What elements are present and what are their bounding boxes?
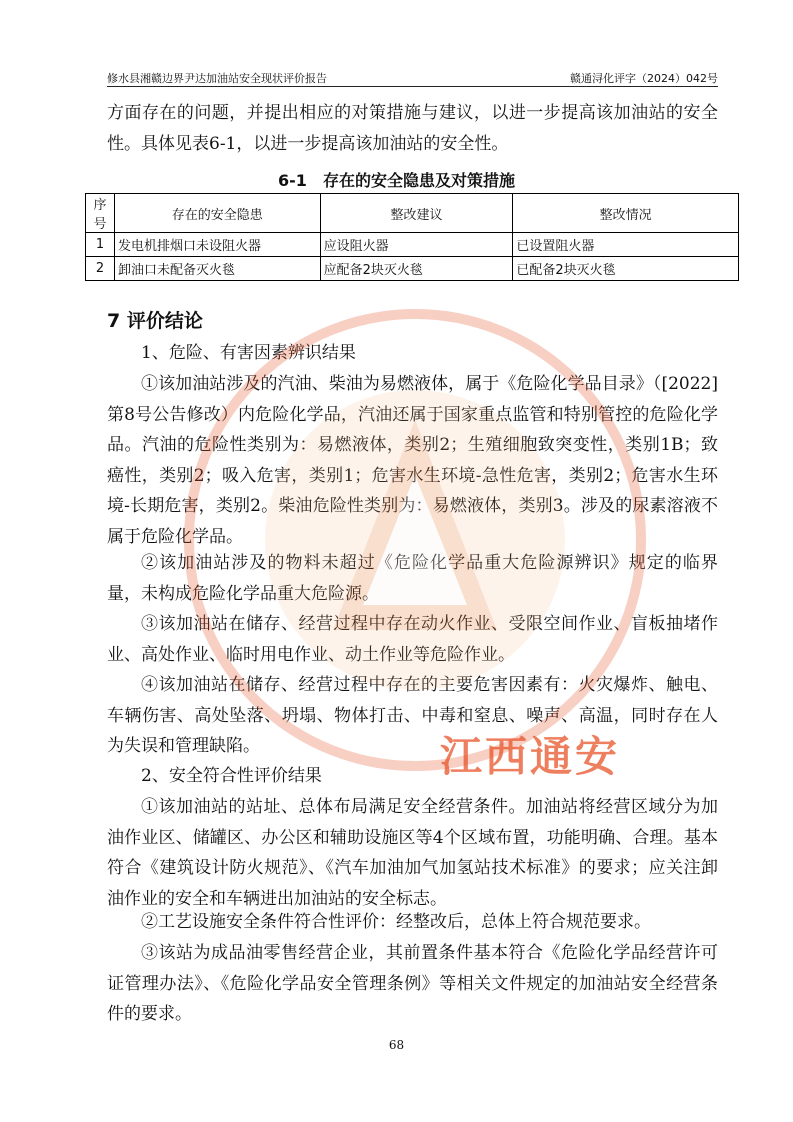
paragraph-hazard-3: ③该加油站在储存、经营过程中存在动火作业、受限空间作业、盲板抽堵作业、高处作业、临时用电作业、动土作业等危险作业。 [107, 614, 718, 665]
table-header-row [86, 194, 739, 233]
col-header-number: 序号 [86, 194, 115, 233]
cell-suggestion: 应配备2块灭火毯 [320, 257, 513, 281]
intro-paragraph: 方面存在的问题，并提出相应的对策措施与建议，以进一步提高该加油站的安全性。具体见表6-1，以进一步提高该加油站的安全性。 [107, 103, 718, 154]
paragraph-compliance-1: ①该加油站的站址、总体布局满足安全经营条件。加油站将经营区域分为加油作业区、储罐区、办公区和辅助设施区等4个区域布置，功能明确、合理。基本符合《建筑设计防火规范》、《汽车加油加气加氢站技术标准》的要求；应关注卸油作业的安全和车辆进出加油站的安全标志。 [107, 797, 718, 909]
cell-hazard: 卸油口未配备灭火毯 [114, 257, 320, 281]
table-row [86, 257, 739, 281]
cell-number: 2 [86, 257, 115, 281]
cell-hazard: 发电机排烟口未设阻火器 [114, 233, 320, 257]
col-header-suggestion: 整改建议 [320, 194, 513, 233]
paragraph-hazard-2: ②该加油站涉及的物料未超过《危险化学品重大危险源辨识》规定的临界量，未构成危险化学品重大危险源。 [107, 553, 718, 604]
cell-status: 已配备2块灭火毯 [513, 257, 739, 281]
header-report-number: 赣通浔化评字（2024）042号 [570, 72, 718, 85]
hazard-table [85, 193, 739, 281]
page-header [107, 68, 718, 87]
table-caption: 6-1 存在的安全隐患及对策措施 [278, 171, 515, 190]
paragraph-compliance-2: ②工艺设施安全条件符合性评价：经整改后，总体上符合规范要求。 [141, 912, 651, 932]
watermark-text: 江西通安 [440, 732, 621, 781]
paragraph-hazard-4: ④该加油站在储存、经营过程中存在的主要危害因素有：火灾爆炸、触电、车辆伤害、高处坠落、坍塌、物体打击、中毒和窒息、噪声、高温，同时存在人为失误和管理缺陷。 [107, 675, 718, 756]
subheading-compliance: 2、安全符合性评价结果 [141, 766, 322, 786]
table-row [86, 233, 739, 257]
paragraph-hazard-1: ①该加油站涉及的汽油、柴油为易燃液体，属于《危险化学品目录》（[2022]第8号公告修改）内危险化学品，汽油还属于国家重点监管和特别管控的危险化学品。汽油的危险性类别为：易燃液体，类别2；生殖细胞致突变性，类别1B；致癌性，类别2；吸入危害，类别1；危害水生环境-急性危害，类别2；危害水生环境-长期危害，类别2。柴油危险性类别为：易燃液体，类别3。涉及的尿素溶液不属于危险化学品。 [107, 374, 718, 547]
paragraph-compliance-3: ③该站为成品油零售经营企业，其前置条件基本符合《危险化学品经营许可证管理办法》、《危险化学品安全管理条例》等相关文件规定的加油站安全经营条件的要求。 [107, 943, 718, 1024]
cell-status: 已设置阻火器 [513, 233, 739, 257]
section-heading: 7 评价结论 [107, 310, 203, 332]
cell-number: 1 [86, 233, 115, 257]
col-header-status: 整改情况 [513, 194, 739, 233]
header-report-title: 修水县湘赣边界尹达加油站安全现状评价报告 [107, 72, 327, 85]
page-number: 68 [388, 1038, 405, 1052]
cell-suggestion: 应设阻火器 [320, 233, 513, 257]
col-header-hazard: 存在的安全隐患 [114, 194, 320, 233]
subheading-hazard-identification: 1、危险、有害因素辨识结果 [141, 343, 356, 363]
